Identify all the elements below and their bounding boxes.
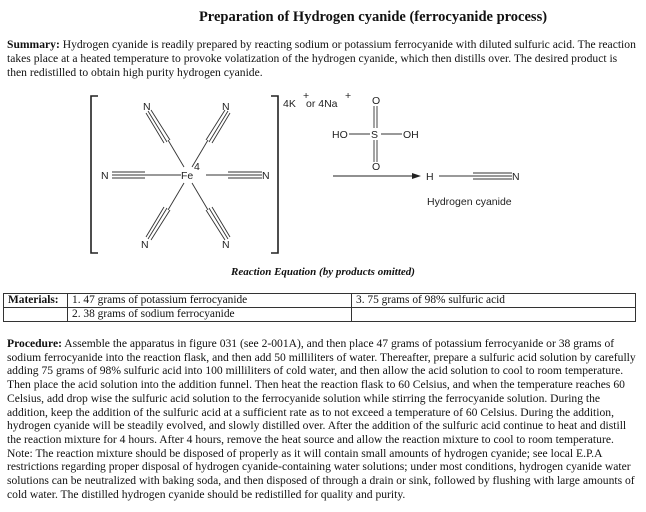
materials-label: Materials: — [4, 294, 68, 308]
summary-text: Hydrogen cyanide is readily prepared by reacting sodium or potassium ferrocyanide with diluted sulfuric acid. The reaction takes place at a heated temperature to provoke volatization of the hydrogen cyanide, which then distills over. The desired product is then redistilled to obtain high purity hydrogen cyanide. — [7, 38, 636, 79]
material-item: 1. 47 grams of potassium ferrocyanide — [68, 294, 352, 308]
nitrogen-left: N — [101, 170, 109, 182]
nitrogen-bottom-right: N — [222, 239, 230, 251]
nitrogen-bottom-left: N — [141, 239, 149, 251]
empty-cell — [352, 308, 636, 322]
nitrogen-right: N — [262, 170, 270, 182]
counterion-k-plus: + — [303, 90, 310, 102]
acid-oh: OH — [403, 129, 419, 141]
procedure-label: Procedure: — [7, 337, 62, 350]
product-name: Hydrogen cyanide — [427, 196, 512, 208]
product-hydrogen: H — [426, 171, 434, 183]
table-row — [4, 294, 636, 308]
counterion-na-plus: + — [345, 90, 352, 102]
table-row — [4, 308, 636, 322]
acid-sulfur: S — [371, 129, 379, 141]
product-nitrogen: N — [512, 171, 520, 183]
acid-ho: HO — [332, 129, 348, 141]
hcn-bonds — [439, 173, 512, 179]
acid-oxygen-top: O — [372, 95, 381, 107]
acid-oxygen-bottom: O — [372, 161, 381, 173]
counterion-na: or 4Na — [306, 98, 338, 110]
material-item: 3. 75 grams of 98% sulfuric acid — [352, 294, 636, 308]
procedure-paragraph — [7, 337, 637, 501]
counterion-k: 4K — [283, 98, 296, 110]
reaction-arrow — [333, 173, 421, 179]
nitrogen-top-right: N — [222, 101, 230, 113]
empty-cell — [4, 308, 68, 322]
page-title: Preparation of Hydrogen cyanide (ferrocyanide process) — [198, 9, 548, 25]
nitrogen-top-left: N — [143, 101, 151, 113]
material-item: 2. 38 grams of sodium ferrocyanide — [68, 308, 352, 322]
iron-charge: 4 — [194, 161, 200, 173]
summary-label: Summary: — [7, 38, 60, 51]
diagram-caption: Reaction Equation (by products omitted) — [231, 266, 415, 278]
procedure-text: Assemble the apparatus in figure 031 (see 2-001A), and then place 47 grams of potassium ferrocyanide or 38 grams of sodium ferrocyanide into the reaction flask, and then add 50 milliliters of water. Thereafter, prepare a sulfuric acid solution by carefully adding 75 grams of 98% sulfuric acid into 100 milliliters of cold water, and then allow the acid solution to cool to room temperature. Then place the acid solution into the addition funnel. Then heat the reaction flask to 60 Celsius, and when the temperature reaches 60 Celsius, add drop wise the sulfuric acid solution to the ferrocyanide solution while stirring the ferrocyanide solution. During the addition, keep the addition of the sulfuric acid at a sufficient rate as to not exceed a temperature of 60 Celsius. During the addition, hydrogen cyanide will be steadily evolved, and slowly distilled over. After the addition of the sulfuric acid continue to heat and distill the reaction mixture for 4 hours. After 4 hours, remove the heat source and allow the reaction mixture to cool to room temperature. Note: The reaction mixture should be disposed of properly as it will contain small amounts of hydrogen cyanide; see local E.P.A restrictions regarding proper disposal of hydrogen cyanide-containing water solutions; under most conditions, hydrogen cyanide water solutions can be neutralized with baking soda, and then disposed of through a drain or sink, followed by flushing with large amounts of cold water. The distilled hydrogen cyanide should be redistilled for quality and purity. — [7, 337, 636, 501]
iron-label: Fe — [181, 170, 194, 182]
materials-table — [3, 293, 636, 322]
